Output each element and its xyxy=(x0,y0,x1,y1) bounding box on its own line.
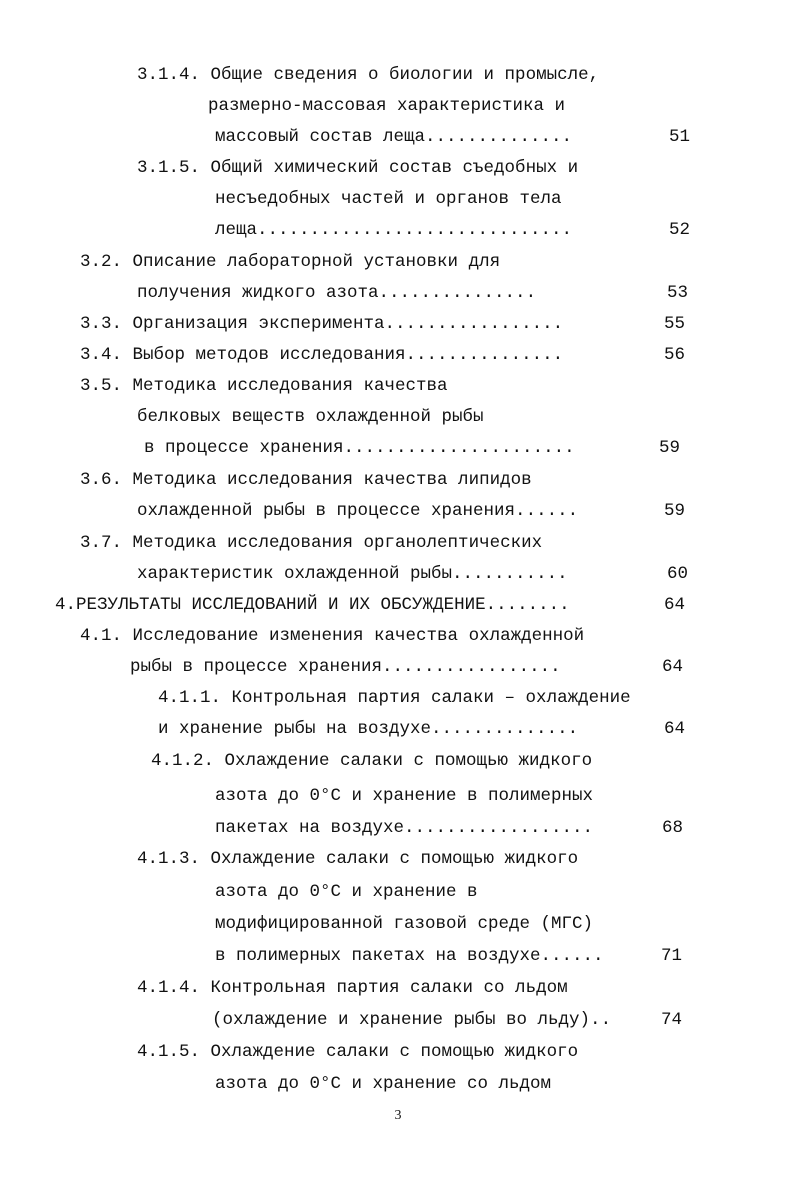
page-number: 3 xyxy=(394,1108,402,1123)
toc-page-number: 59 xyxy=(658,438,680,458)
toc-entry-4-1-1-line-2: и хранение рыбы на воздухе.............. xyxy=(158,719,579,739)
toc-entry-4-1-5-line-1: 4.1.5. Охлаждение салаки с помощью жидкого xyxy=(137,1042,579,1062)
toc-entry-4-1-line-2: рыбы в процессе хранения................. xyxy=(130,657,561,677)
toc-page-number: 64 xyxy=(663,595,685,615)
toc-entry-4-1-line-1: 4.1. Исследование изменения качества охлажденной xyxy=(80,626,585,646)
toc-entry-3-4: 3.4. Выбор методов исследования............... xyxy=(80,345,564,365)
toc-entry-4-1-4-line-2: (охлаждение и хранение рыбы во льду).. xyxy=(212,1010,612,1030)
toc-entry-3-1-4-line-2: размерно-массовая характеристика и xyxy=(208,96,566,116)
toc-entry-4-1-4-line-1: 4.1.4. Контрольная партия салаки со льдом xyxy=(137,978,568,998)
toc-entry-4-1-2-line-3: пакетах на воздухе.................. xyxy=(215,818,594,838)
toc-entry-4-1-3-line-3: модифицированной газовой среде (МГС) xyxy=(215,914,594,934)
toc-entry-3-2-line-1: 3.2. Описание лабораторной установки для xyxy=(80,252,501,272)
toc-page-number: 68 xyxy=(661,818,683,838)
toc-page-number: 64 xyxy=(663,719,685,739)
toc-entry-4: 4.РЕЗУЛЬТАТЫ ИССЛЕДОВАНИЙ И ИХ ОБСУЖДЕНИЕ........ xyxy=(55,595,570,615)
toc-entry-3-1-5-line-2: несъедобных частей и органов тела xyxy=(215,189,562,209)
toc-entry-3-3: 3.3. Организация эксперимента................. xyxy=(80,314,564,334)
toc-entry-4-1-3-line-1: 4.1.3. Охлаждение салаки с помощью жидкого xyxy=(137,849,579,869)
toc-entry-4-1-1-line-1: 4.1.1. Контрольная партия салаки – охлаждение xyxy=(158,688,631,708)
toc-entry-3-1-5-line-3: леща.............................. xyxy=(215,220,573,240)
toc-page-number: 55 xyxy=(663,314,685,334)
toc-page-number: 56 xyxy=(663,345,685,365)
toc-entry-3-5-line-2: белковых веществ охлажденной рыбы xyxy=(137,407,484,427)
toc-entry-3-7-line-2: характеристик охлажденной рыбы........... xyxy=(137,564,568,584)
toc-entry-3-6-line-1: 3.6. Методика исследования качества липидов xyxy=(80,470,532,490)
toc-page-number: 71 xyxy=(660,946,682,966)
toc-entry-4-1-5-line-2: азота до 0°С и хранение со льдом xyxy=(215,1074,552,1094)
toc-page-number: 74 xyxy=(660,1010,682,1030)
toc-entry-4-1-2-line-1: 4.1.2. Охлаждение салаки с помощью жидкого xyxy=(151,751,593,771)
toc-entry-3-6-line-2: охлажденной рыбы в процессе хранения...... xyxy=(137,501,579,521)
toc-page-number: 60 xyxy=(666,564,688,584)
toc-entry-3-1-5-line-1: 3.1.5. Общий химический состав съедобных и xyxy=(137,158,579,178)
toc-page-number: 53 xyxy=(666,283,688,303)
toc-page-number: 52 xyxy=(668,220,690,240)
toc-entry-3-5-line-1: 3.5. Методика исследования качества xyxy=(80,376,448,396)
toc-page-number: 64 xyxy=(661,657,683,677)
toc-entry-4-1-3-line-2: азота до 0°С и хранение в xyxy=(215,882,478,902)
toc-page-number: 59 xyxy=(663,501,685,521)
toc-entry-3-5-line-3: в процессе хранения...................... xyxy=(144,438,575,458)
toc-entry-3-1-4-line-3: массовый состав леща.............. xyxy=(215,127,573,147)
toc-entry-3-2-line-2: получения жидкого азота............... xyxy=(137,283,537,303)
toc-entry-4-1-3-line-4: в полимерных пакетах на воздухе...... xyxy=(215,946,604,966)
toc-entry-3-1-4-line-1: 3.1.4. Общие сведения о биологии и промысле, xyxy=(137,65,600,85)
toc-entry-3-7-line-1: 3.7. Методика исследования органолептических xyxy=(80,533,543,553)
toc-entry-4-1-2-line-2: азота до 0°С и хранение в полимерных xyxy=(215,786,594,806)
toc-page-number: 51 xyxy=(668,127,690,147)
